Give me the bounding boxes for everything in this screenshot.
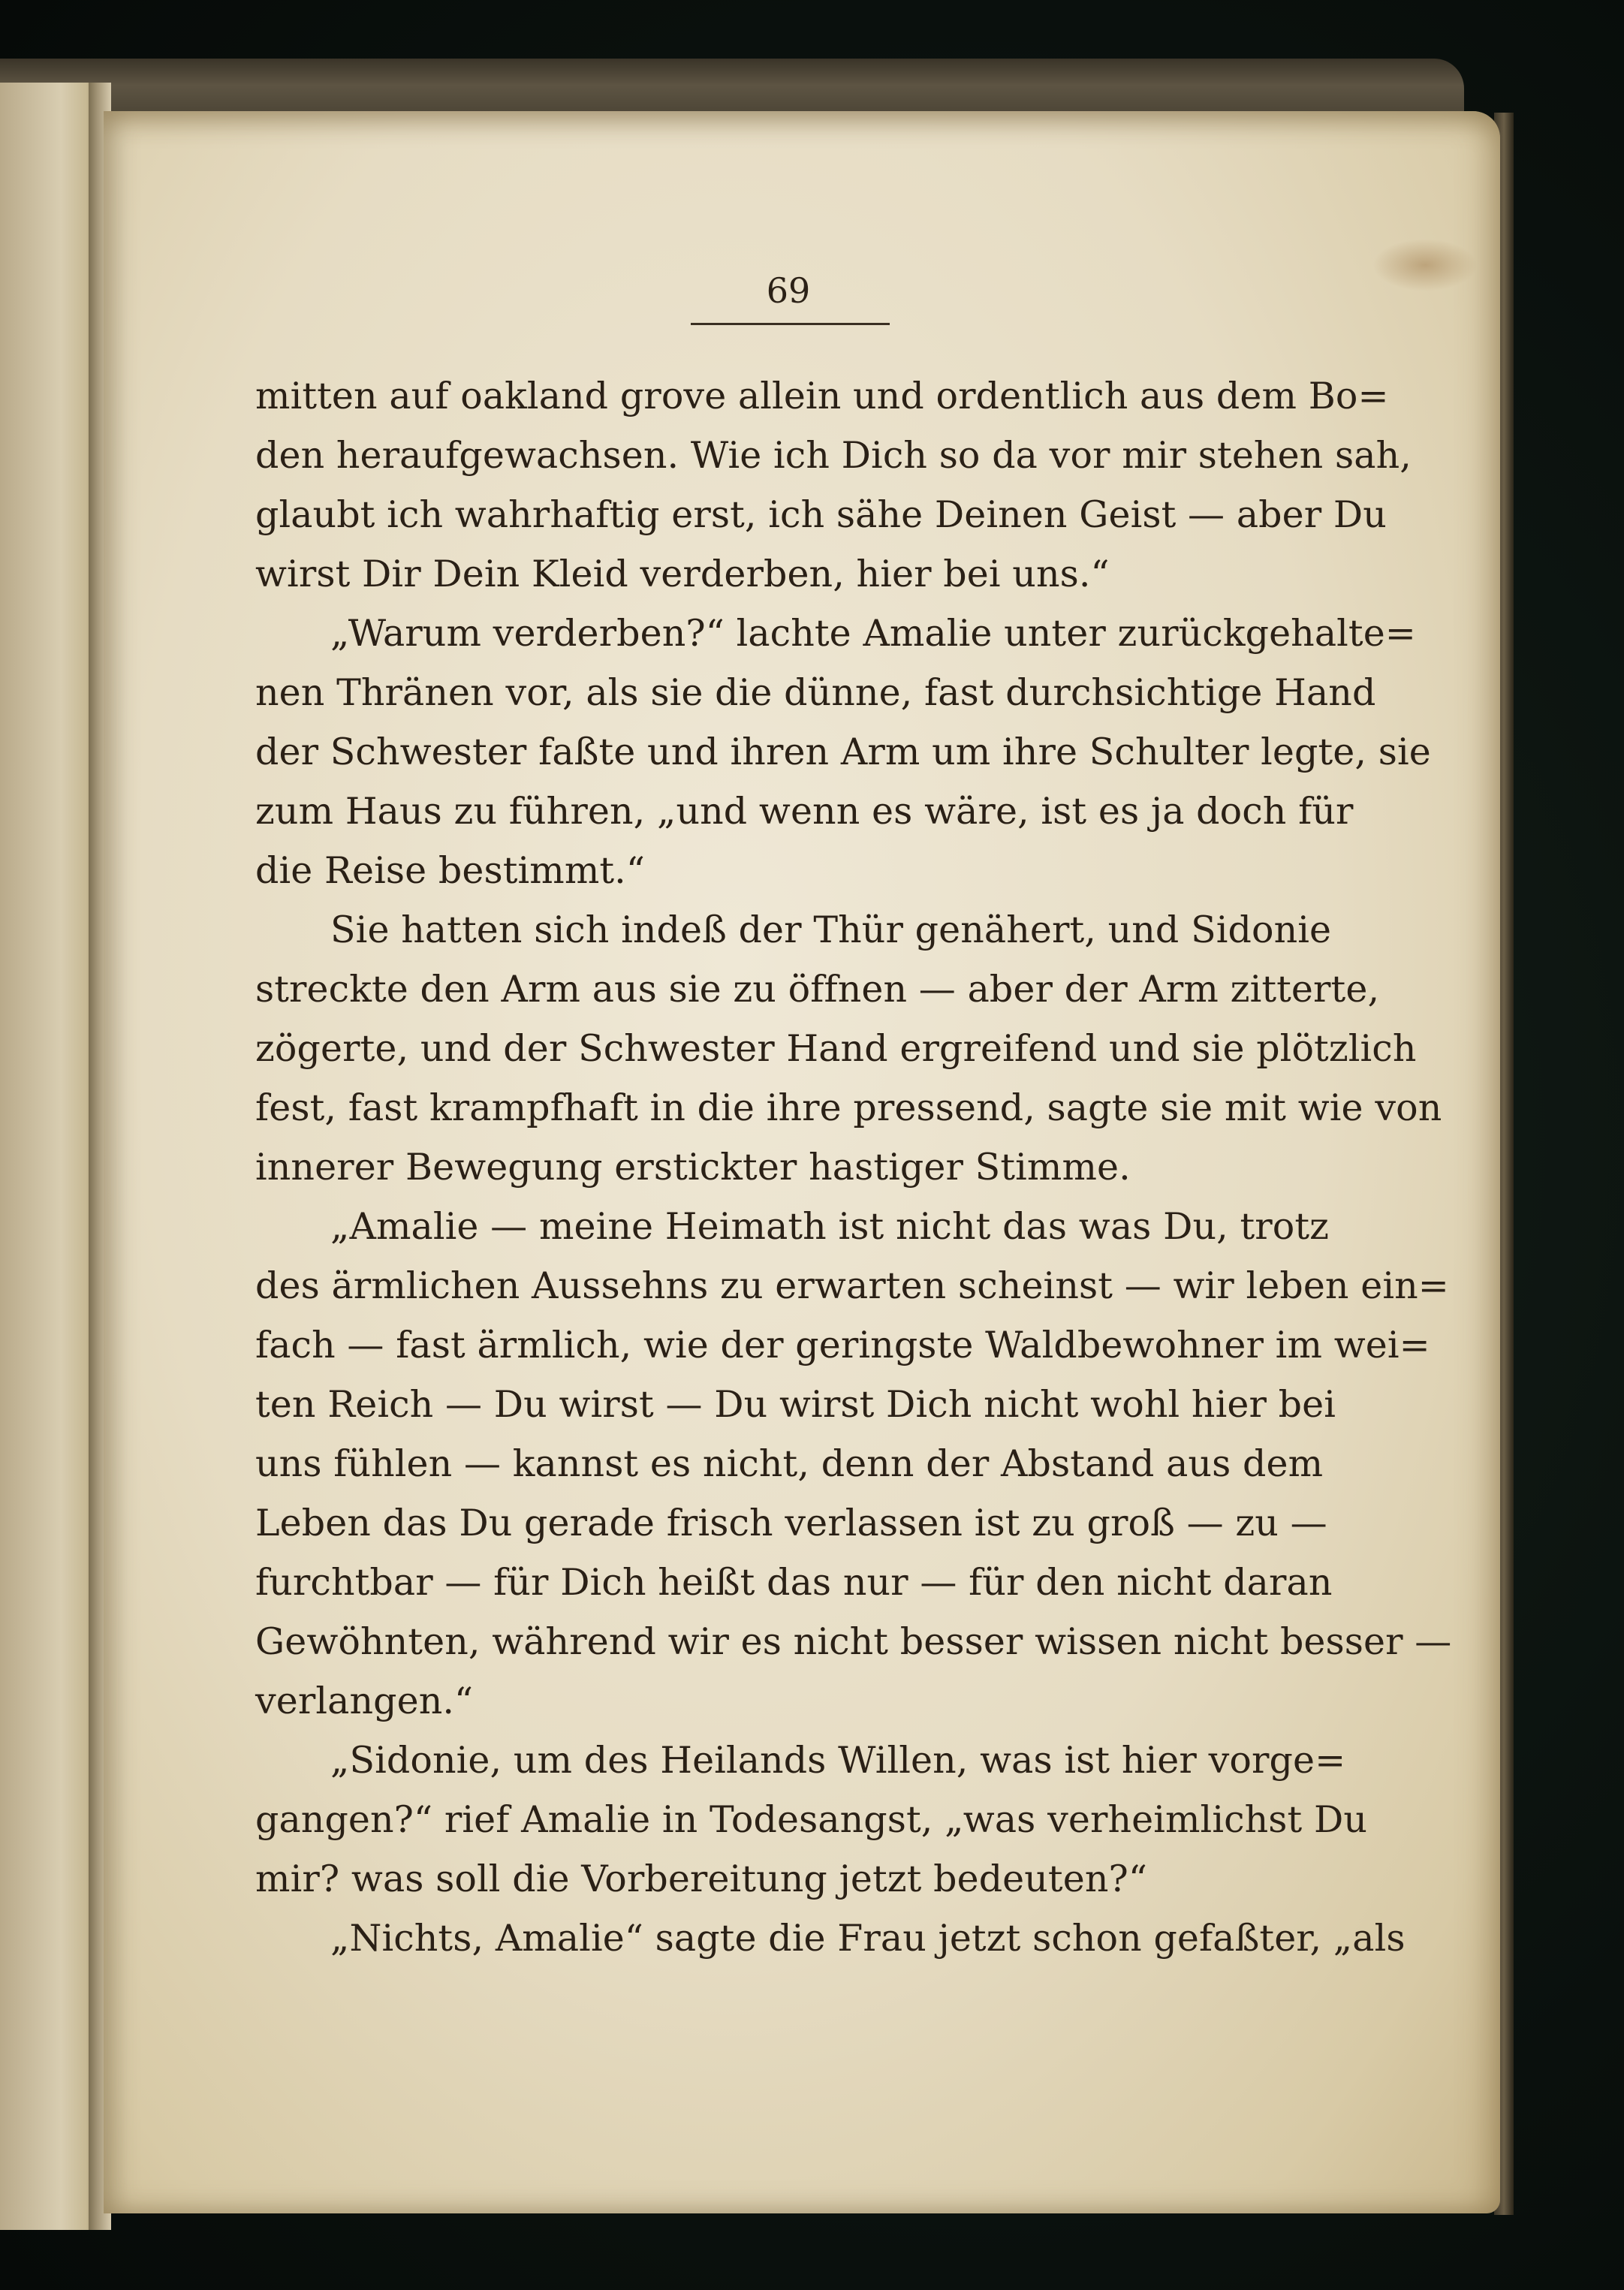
- book-top-edge: [0, 59, 1464, 119]
- text-line: fest, fast krampfhaft in die ihre pressend, sagte sie mit wie von: [255, 1086, 1442, 1129]
- text-line: mir? was soll die Vorbereitung jetzt bedeuten?“: [255, 1858, 1147, 1900]
- text-line: mitten auf oakland grove allein und ordentlich aus dem Bo=: [255, 375, 1389, 417]
- text-line: die Reise bestimmt.“: [255, 849, 646, 892]
- text-line: der Schwester faßte und ihren Arm um ihre Schulter legte, sie: [255, 731, 1431, 773]
- text-line: „Warum verderben?“ lachte Amalie unter zurückgehalte=: [330, 612, 1416, 655]
- body-text: [255, 366, 1452, 1968]
- text-line: „Nichts, Amalie“ sagte die Frau jetzt schon gefaßter, „als: [330, 1917, 1406, 1960]
- text-line: zum Haus zu führen, „und wenn es wäre, ist es ja doch für: [255, 790, 1354, 833]
- text-line: gangen?“ rief Amalie in Todesangst, „was verheimlichst Du: [255, 1798, 1368, 1841]
- text-line: verlangen.“: [255, 1680, 474, 1722]
- text-line: zögerte, und der Schwester Hand ergreifend und sie plötzlich: [255, 1027, 1417, 1070]
- text-line: glaubt ich wahrhaftig erst, ich sähe Deinen Geist — aber Du: [255, 493, 1387, 536]
- text-line: des ärmlichen Aussehns zu erwarten scheinst — wir leben ein=: [255, 1264, 1449, 1307]
- text-line: den heraufgewachsen. Wie ich Dich so da vor mir stehen sah,: [255, 434, 1412, 477]
- text-line: Sie hatten sich indeß der Thür genähert, und Sidonie: [330, 908, 1332, 951]
- text-line: Gewöhnten, während wir es nicht besser wissen nicht besser —: [255, 1620, 1452, 1663]
- text-line: fach — fast ärmlich, wie der geringste Waldbewohner im wei=: [255, 1324, 1430, 1366]
- text-line: „Amalie — meine Heimath ist nicht das was Du, trotz: [330, 1205, 1330, 1248]
- text-line: furchtbar — für Dich heißt das nur — für den nicht daran: [255, 1561, 1333, 1604]
- header-rule: [691, 323, 890, 325]
- text-line: nen Thränen vor, als sie die dünne, fast durchsichtige Hand: [255, 671, 1376, 714]
- previous-page-edge: [0, 83, 101, 2230]
- text-line: innerer Bewegung erstickter hastiger Stimme.: [255, 1146, 1131, 1189]
- text-line: Leben das Du gerade frisch verlassen ist zu groß — zu —: [255, 1502, 1327, 1544]
- text-line: uns fühlen — kannst es nicht, denn der Abstand aus dem: [255, 1442, 1324, 1485]
- text-line: ten Reich — Du wirst — Du wirst Dich nicht wohl hier bei: [255, 1383, 1336, 1426]
- text-line: „Sidonie, um des Heilands Willen, was ist hier vorge=: [330, 1739, 1346, 1782]
- text-line: streckte den Arm aus sie zu öffnen — aber der Arm zitterte,: [255, 968, 1380, 1011]
- text-line: wirst Dir Dein Kleid verderben, hier bei uns.“: [255, 553, 1110, 595]
- page-number: 69: [766, 270, 811, 311]
- paper-stain: [1372, 239, 1478, 291]
